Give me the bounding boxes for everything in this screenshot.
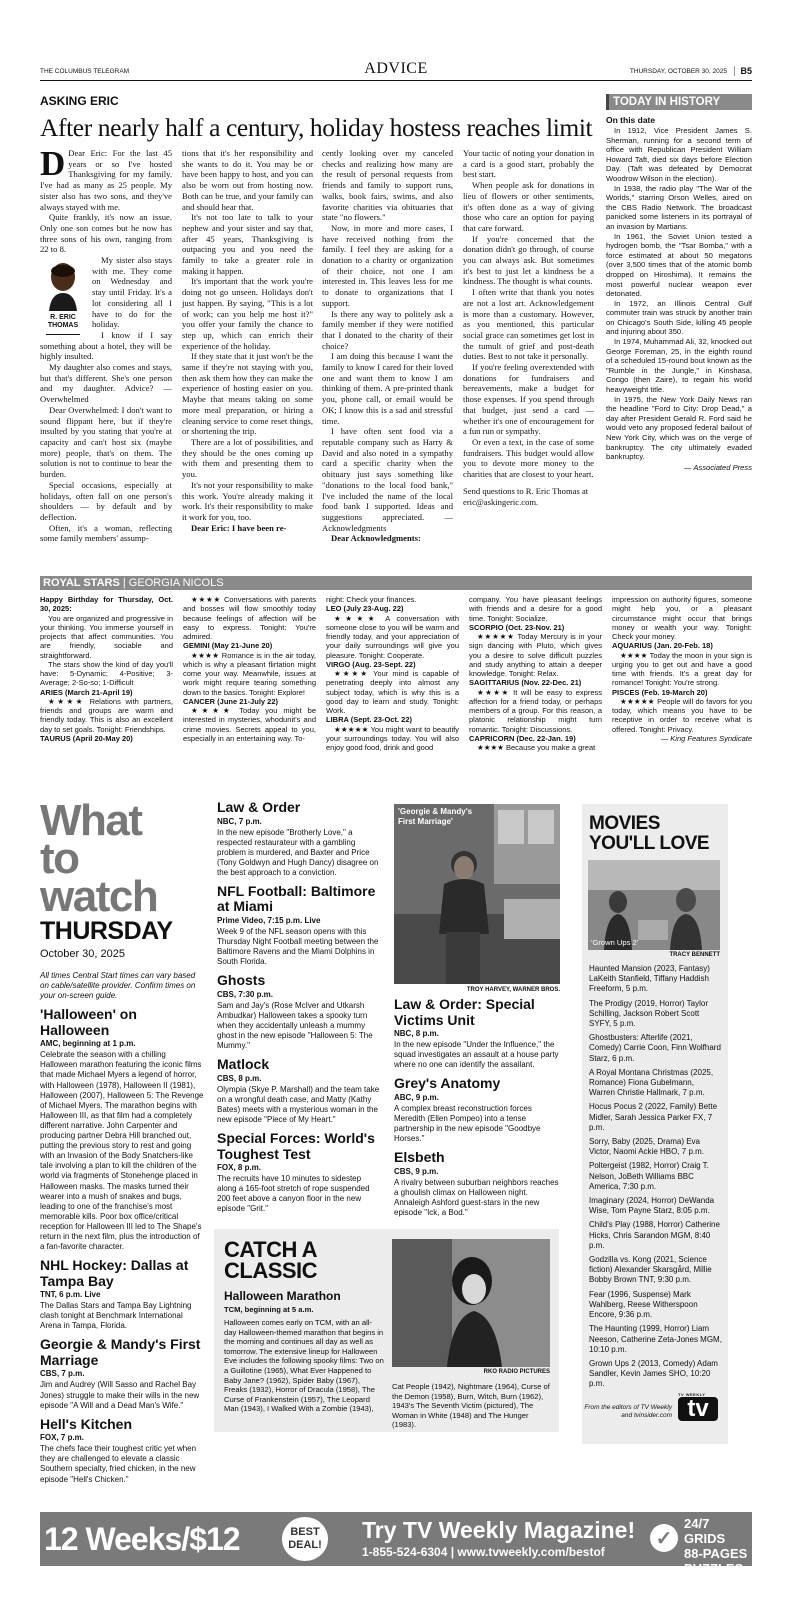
tv-listing [217,1131,381,1214]
author-name-last: THOMAS [46,322,80,335]
tv-weekly-logo-text: TV WEEKLY [678,1392,706,1397]
article-paragraph: When people ask for donations in lieu of flowers or other sentiments, it's often done as a way of giving those who care an option for paying that care forward. [463,180,594,233]
stars-banner [40,576,752,590]
article-paragraph: Special occasions, especially at holidays, often fall on one person's shoulders — by default and by deflection. [40,479,172,522]
movie-item: A Royal Montana Christmas (2025, Romance) Fiona Gubelmann, Warren Christie Hallmark, 7 p.m. [589,1067,714,1098]
history-item: In 1972, an Illinois Central Gulf commuter train was struck by another train on Chicago's South Side, killing 45 people and injuring about 350. [606,298,752,337]
article-paragraph: Your tactic of noting your donation in a card is a good start, probably the best start. [463,148,594,180]
listing-description: The recruits have 10 minutes to sidestep along a 165-foot stretch of rope suspended 200 feet above a canyon floor in the new episode "Grit." [217,1174,370,1214]
movie-item: The Prodigy (2019, Horror) Taylor Schilling, Jackson Robert Scott SYFY, 5 p.m. [589,998,709,1029]
listing-description: Sam and Jay's (Rose McIver and Utkarsh Ambudkar) Halloween takes a spooky turn when they accidentally unleash a mummy ghost in the new episode "Halloween 5: The Mummy." [217,1000,373,1051]
listing-title: Matlock [217,1056,270,1073]
tv-listing [217,973,381,1051]
page-number: B5 [734,66,752,76]
tv-listing [40,1417,204,1485]
article-paragraph: If you're concerned that the donation didn't go through, of course you can always ask. But sometimes it's best to just let a kindness be a kindness. The thought is what counts. [463,233,594,287]
tv-listing [40,1007,204,1252]
tv-listing [394,1076,560,1144]
listing-network: CBS, 7 p.m. [40,1369,85,1379]
classic-title-1: CATCH A [224,1237,318,1262]
article-paragraph: My sister also stays with me. They come on Wednesday and stay until Friday. It's a lot considering all I have to do for the holiday. [92,255,172,330]
today-in-history [606,94,752,472]
article-paragraph: Dear Eric: I have been re- [191,522,287,533]
movies-list [589,964,722,1394]
author-block [40,257,86,335]
history-credit: — Associated Press [683,462,752,472]
article-paragraph: I know if I say something about a hotel, they will be highly insulted. [40,329,172,362]
movies-photo-caption: 'Grown Ups 2' [591,938,639,947]
article-column-2 [182,148,313,533]
article-headline: After nearly half a century, holiday hostess reaches limit [40,113,593,142]
article-paragraph: It's important that the work you're doing not go unseen. Holidays don't just happen. By saying, "This is a lot of work; can you help me host it?" you offer your family the chance to step up, which can enrich their experience of the holiday. [182,276,313,351]
stars-column-3 [326,595,459,752]
classic-photo-scene [392,1239,550,1367]
wtw-title-2: to watch [40,834,158,921]
article-paragraph: If they state that it just won't be the same if they're not staying with you, then ask them how they can make the experience of hosting easier on you. Maybe that means taking on some more meal preparation, or hiring a cleaning service to come reset things, or shortening the trip. [182,351,313,437]
classic-photo-credit: RKO RADIO PICTURES [483,1369,550,1375]
section-title: ADVICE [364,60,428,77]
ad-features [684,1516,752,1576]
movies-title-1: MOVIES [589,813,660,834]
ad-feature: 88-PAGES [684,1546,748,1561]
stars-column-1 [40,595,173,743]
movie-item: Haunted Mansion (2023, Fantasy) LaKeith Stanfield, Tiffany Haddish Freeform, 5 p.m. [589,964,710,994]
ad-feature: 24/7 GRIDS [684,1516,726,1546]
listing-title: Ghosts [217,972,266,989]
listing-title: NHL Hockey: Dallas at Tampa Bay [40,1257,189,1289]
article-paragraph: I am doing this because I want the family to know I cared for their loved one and want them to know I am thinking of them. A pre-printed thank you, phone call, or email would be OK; I know this is a sad and stressful time. [322,351,453,426]
stars-divider: | [122,577,126,589]
ad-badge [282,1517,328,1561]
zodiac-sign-heading: CANCER (June 21-July 22) [183,696,279,706]
ad-cta: Try TV Weekly Magazine! [362,1517,636,1543]
horoscope-text: ★★★★ Today you might be interested in mysteries, whodunit's and crime movies. Secrets appeal to you, especially in an entertaining way. To- [183,706,316,743]
wtw-listings [40,1007,204,1484]
tv-listing [217,1057,381,1125]
movie-item: Fear (1996, Suspense) Mark Wahlberg, Reese Witherspoon Encore, 9:36 p.m. [589,1289,698,1320]
listing-description: A complex breast reconstruction forces Meredith (Ellen Pompeo) into a tense partnership in the new episode "Goodbye Horses." [394,1103,541,1144]
zodiac-sign-heading: VIRGO (Aug. 23-Sept. 22) [326,659,416,669]
history-subtitle: On this date [606,115,656,125]
zodiac-sign-heading: CAPRICORN (Dec. 22-Jan. 19) [469,733,576,743]
listing-network: NBC, 7 p.m. [217,816,262,826]
horoscope-text: impression on authority figures, someone might help you, or a pleasant circumstance might occur that brings money or wealth your way. Tonight: Check your money. [612,595,752,641]
zodiac-sign-heading: AQUARIUS (Jan. 20-Feb. 18) [612,641,713,651]
wtw-date: October 30, 2025 [40,948,126,960]
photo-scene [394,804,560,984]
listing-description: A rivalry between suburban neighbors reaches a ghoulish climax on Halloween night. Annaleigh Ashford guest-stars in the new episode "Ick, a Bod." [394,1177,559,1217]
classic-description: Halloween comes early on TCM, with an all-day Halloween-themed marathon that begins in the morning and continues all day as well as tomorrow. The extensive lineup for Halloween Eve includes the following spooky films: Two on a Guillotine (1965), What Ever Happened to Baby Jane? (1962), Spider Baby (1967), Freaks (1932), Horror of Dracula (1958), The Curse of Frankenstein (1957), The Leopard Man (1943), I Walked With a Zombie (1943), [224,1318,384,1414]
article-paragraph: It's not your responsibility to make this work. You're already making it work. It's their responsibility to make it work for you, too. [182,479,313,522]
classic-show: Halloween Marathon [224,1289,341,1303]
article-paragraph: Or even a text, in the case of some fundraisers. This budget would allow you to devote more money to the charities that are closest to your heart. [463,436,594,480]
classic-network: TCM, beginning at 5 a.m. [224,1305,314,1314]
movies-photo-scene [588,860,720,950]
stars-author: GEORGIA NICOLS [128,577,224,589]
author-photo [41,257,85,311]
horoscope-text: ★★★★ Today the moon in your sign is urging you to get out and have a good time with friends. It's a great day for romance! Tonight: You're strong. [612,650,752,688]
tv-listing [217,800,381,878]
article-paragraph: It's not too late to talk to your nephew and your sister and say that, after 45 years, Thanksgiving is outpacing you and you need the family to take a greater role in making it happen. [182,212,313,276]
zodiac-sign-heading: Happy Birthday for Thursday, Oct. 30, 2025: [40,595,173,614]
masthead-rule [40,80,752,81]
what-to-watch-column-2 [217,800,381,1215]
listing-description: In the new episode "Brotherly Love," a respected restaurateur with a gambling problem is murdered, and Baxter and Price (Tony Goldwyn and Hugh Dancy) disagree on the best approach to a conviction. [217,827,379,877]
history-item: In 1938, the radio play "The War of the Worlds," starring Orson Welles, aired on the CBS Radio Network. The broadcast panicked some listeners in its portrayal of an invasion by Martians. [606,183,752,231]
history-item: In 1961, the Soviet Union tested a hydrogen bomb, the "Tsar Bomba," with a force estimated at about 50 megatons (over 3,500 times that of the atomic bomb dropped on Hiroshima). It remains the most powerful nuclear weapon ever detonated. [606,231,752,299]
listing-description: In the new episode "Under the Influence," the squad investigates an assault at a house party where no one can identify the assailant. [394,1040,559,1070]
tv-weekly-logo [678,1392,718,1432]
zodiac-sign-heading: SAGITTARIUS (Nov. 22-Dec. 21) [469,678,582,688]
listing-title: Elsbeth [394,1149,445,1166]
stars-column-4 [469,595,602,752]
issue-date: THURSDAY, OCTOBER 30, 2025 [629,68,727,75]
photo-credit: TROY HARVEY, WARNER BROS. [466,987,560,993]
movie-item: Hocus Pocus 2 (2022, Family) Bette Midler, Sarah Jessica Parker FX, 7 p.m. [589,1102,718,1132]
listing-title: 'Halloween' on Halloween [40,1006,137,1038]
article-paragraph: Dear Overwhelmed: I don't want to sound flippant here, but if they're insulted by you stating that you're at capacity and can't host six (maybe more) people, that's on them. The solution is not to continue to bear the burden. [40,404,172,480]
tv-listing [40,1258,204,1331]
movie-item: Godzilla vs. Kong (2021, Science fiction) Alexander Skarsgård, Millie Bobby Brown TNT, 9:30 p.m. [589,1255,712,1285]
checkmark-icon: ✓ [650,1524,678,1552]
stars-column-2 [183,595,316,743]
stars-title: ROYAL STARS [43,577,120,589]
listing-network: FOX, 8 p.m. [217,1163,262,1173]
ad-contact[interactable]: 1-855-524-6304 | www.tvweekly.com/bestof [362,1545,605,1559]
listing-description: Celebrate the season with a chilling Halloween marathon featuring the iconic films that made Michael Myers a legend of horror, with Halloween (1978), Halloween II (1981), Halloween (2007), Halloween 5: The Revenge of Michael Myers. The marathon begins with Halloween III, as that film had a completely different narrative. John Carpenter and producing partner Debra Hill branched out, putting the previous story to rest and going with an Invasion of the Body Snatchers-like tale involving a plan to kill the children of the world via fragments of Stonehenge placed in Halloween masks. The masks turned their wearer into a mush of snakes and bugs, leading to one of the franchise's most memorable kills. Poor box office/critical reception for Halloween III led to The Shape's return in the next film, plus the introduction of a fan-favorite character. [40,1050,204,1252]
movies-photo-credit: TRACY BENNETT [669,952,720,958]
tv-listing [394,1150,560,1218]
horoscope-text: ★★★★★ People will do favors for you today, which means you have to be receptive in order to receive what is offered. Tonight: Privacy. [612,696,752,734]
article-paragraph: There are a lot of possibilities, and they should be the ones coming up with them and presenting them to you. [182,436,313,480]
article-column-3 [322,148,453,544]
article-paragraph: Is there any way to politely ask a family member if they were notified that I donated to the charity of their choice? [322,308,453,351]
article-paragraph: Often, it's a woman, reflecting some family members' assump- [40,522,172,544]
listing-title: Law & Order: Special Victims Unit [394,996,535,1028]
ad-feature: PUZZLES [684,1561,744,1576]
photo-georgie-mandy [394,804,560,984]
movie-item: Imaginary (2024, Horror) DeWanda Wise, Tom Payne Starz, 8:05 p.m. [589,1196,715,1216]
article-column-4 [463,148,594,507]
wtw-title-day: THURSDAY [40,917,173,945]
horoscope-text: company. You have pleasant feelings with friends and a desire for a good time. Tonight: Socialize. [469,595,602,623]
history-item: In 1975, the New York Daily News ran the headline "Ford to City: Drop Dead," a day after President Gerald R. Ford said he would veto any proposed federal bailout of New York City, which was on the verge of bankruptcy. The city ultimately evaded bankruptcy. [606,394,752,462]
tv-listing [40,1337,204,1410]
horoscope-text: ★★★★★ You might want to beautify your surroundings today. You will also enjoy good food, drink and good [326,724,459,752]
listing-title: Law & Order [217,799,301,815]
listing-network: CBS, 8 p.m. [217,1073,262,1083]
article-paragraph: My daughter also comes and stays, but that's different. She's one person and my daughter. Advice? — Overwhelmed [40,362,172,405]
listing-description: The chefs face their toughest critic yet when they are challenged to elevate a classic Southern specialty, fried chicken, in the new episode "Hell's Chicken." [40,1444,197,1484]
movies-from-editors: From the editors of TV Weekly and tvinsider.com [584,1404,672,1419]
horoscope-text: ★★★★ It will be easy to express affection for a friend today, or perhaps members of a group. For this reason, a platonic relationship might turn romantic. Tonight: Discussions. [469,687,602,734]
author-name-first: R. ERIC [50,313,76,321]
catch-a-classic [214,1229,559,1432]
stars-column-5 [612,595,752,743]
article-kicker: ASKING ERIC [40,94,119,108]
listing-title: Grey's Anatomy [394,1075,501,1092]
drop-cap: D [40,144,66,183]
movie-item: Ghostbusters: Afterlife (2021, Comedy) Carrie Coon, Finn Wolfhard Starz, 6 p.m. [589,1033,721,1063]
listing-title: Georgie & Mandy's First Marriage [40,1336,201,1368]
classic-title-2: CLASSIC [224,1258,318,1283]
article-paragraph: cently looking over my canceled checks and realizing how many are the result of personal requests from friends and family to support runs, walks, book fairs, swims, and also favorite charities via obituaries that state "no flowers." [322,148,453,223]
zodiac-sign-heading: PISCES (Feb. 19-March 20) [612,687,708,697]
wtw-note: All times Central Start times can vary based on cable/satellite provider. Confirm times on your on-screen guide. [40,971,196,1001]
movies-title-2: YOU'LL LOVE [589,833,710,854]
movies-youll-love [582,804,728,1444]
what-to-watch-column-1 [40,796,204,1485]
ad-badge-line-1: BEST [290,1526,320,1538]
history-list [606,126,752,472]
article-paragraph: Dear Acknowledgments: [331,533,421,544]
listing-description: Olympia (Skye P. Marshall) and the team take on a wrongful death case, and Matty (Kathy Bates) meets with a mysterious woman in the new episode "Piece of My Heart." [217,1084,380,1125]
listing-description: Jim and Audrey (Will Sasso and Rachel Bay Jones) struggle to make their wills in the new episode "A Will and a Dead Man's Wife." [40,1380,200,1410]
listing-network: CBS, 9 p.m. [394,1166,439,1176]
horoscope-text: ★★★★ Conversations with parents and bosses will flow smoothly today because feelings of affection will be easy to express. Tonight: You're admired. [183,595,316,641]
horoscope-text: ★★★★ Your mind is capable of penetrating deeply into almost any subject today, which is why this is a good day to learn and study. Tonight: Work. [326,669,459,715]
horoscope-text: ★★★★ Relations with partners, friends and groups are warm and friendly today. This is also an excellent day to set goals. Tonight: Friendships. [40,696,173,734]
horoscope-text: ★★★★★ Today Mercury is in your sign dancing with Pluto, which gives you a desire to solve difficult puzzles and study anything to attain a deeper knowledge. Tonight: Relax. [469,632,602,678]
horoscope-text: night: Check your finances. [326,595,417,604]
listing-title: Hell's Kitchen [40,1415,133,1432]
article-paragraph: Now, in more and more cases, I have received nothing from the family. I feel they are asking for a donation to a charity or organization of their choice, not one I am interested in. This leaves less for me to donate to organizations that I support. [322,222,453,308]
article-paragraph: Quite frankly, it's now an issue. Only one son comes but he now has three sons of his own, ranging from 22 to 8. [40,212,172,255]
horoscope-text: You are organized and progressive in your thinking. You immerse yourself in projects that affect communities. You are friendly, sociable and straightforward. [40,613,173,660]
zodiac-sign-heading: SCORPIO (Oct. 23-Nov. 21) [469,622,565,632]
listing-network: Prime Video, 7:15 p.m. Live [217,915,321,925]
listing-network: AMC, beginning at 1 p.m. [40,1039,136,1049]
horoscope-text: ★★★★ Romance is in the air today, which is why a pleasant flirtation might come your way. Meanwhile, issues at work might require tearing something down to the basics. Tonight: Explore! [183,650,316,697]
article-paragraph: If you're feeling overextended with donations for fundraisers and bereavements, make a budget for those expenses. If you spend through that budget, just send a card — whether it's one of encouragement for a fun run or sympathy. [463,362,594,437]
zodiac-sign-heading: LIBRA (Sept. 23-Oct. 22) [326,715,412,725]
movies-photo [588,860,720,950]
article-contact: Send questions to R. Eric Thomas at eric@askingeric.com. [463,485,589,507]
classic-photo [392,1239,550,1367]
zodiac-sign-heading: LEO (July 23-Aug. 22) [326,604,404,614]
history-item: In 1912, Vice President James S. Sherman, running for a second term of office with Republican President William Howard Taft, died six days before Election Day. (Taft was defeated by Democrat Woodrow Wilson in the election). [606,126,752,183]
movie-item: Sorry, Baby (2025, Drama) Eva Victor, Naomi Ackie HBO, 7 p.m. [589,1137,705,1157]
listing-network: NBC, 8 p.m. [394,1029,439,1038]
history-item: In 1974, Muhammad Ali, 32, knocked out George Foreman, 25, in the eighth round of a scheduled 15-round bout known as the "Rumble in the Jungle," in Kinshasa, Congo (then Zaire), to regain his world heavyweight title. [606,337,752,395]
ad-badge-line-2: DEAL! [288,1539,322,1551]
ad-offer: 12 Weeks/$12 [44,1521,240,1557]
listing-description: Week 9 of the NFL season opens with this Thursday Night Football meeting between the Baltimore Ravens and the Miami Dolphins in South Florida. [217,926,379,967]
what-to-watch-column-3 [394,997,560,1218]
listing-network: ABC, 9 p.m. [394,1092,439,1102]
article-column-1 [40,144,172,544]
listing-network: FOX, 7 p.m. [40,1433,85,1443]
movie-item: Child's Play (1988, Horror) Catherine Hicks, Chris Sarandon MGM, 8:40 p.m. [589,1220,720,1250]
horoscope-text: ★★★★ A conversation with someone close to you will be warm and friendly today, and your appreciation of your daily surroundings will give you pleasure. Tonight: Cooperate. [326,613,459,660]
article-paragraph: I often write that thank you notes are not a lost art. Acknowledgement is more than a customary. However, as you mentioned, this particular social grace can sometimes get lost in the tumult of grief and post-death duties. Best to not take it personally. [463,287,594,362]
tv-listing [217,884,381,967]
listing-description: The Dallas Stars and Tampa Bay Lightning clash tonight at Benchmark International Arena in Tampa, Florida. [40,1301,192,1331]
movie-item: The Haunting (1999, Horror) Liam Neeson, Catherine Zeta-Jones MGM, 10:10 p.m. [589,1324,722,1354]
tv-weekly-ad[interactable] [40,1512,752,1576]
listing-title: Special Forces: World's Toughest Test [217,1130,375,1162]
classic-description-2: Cat People (1942), Nightmare (1964), Curse of the Demon (1958), Burn, Witch, Burn (1962), 1943's The Seventh Victim (pictured), The Woman in White (1948) and The Hunger (1983). [392,1382,550,1430]
zodiac-sign-heading: TAURUS (April 20-May 20) [40,733,133,743]
zodiac-sign-heading: ARIES (March 21-April 19) [40,687,133,697]
stars-credit: — King Features Syndicate [660,733,752,743]
movie-item: Grown Ups 2 (2013, Comedy) Adam Sandler, Kevin James SHO, 10:20 p.m. [589,1358,718,1389]
zodiac-sign-heading: GEMINI (May 21-June 20) [183,641,273,651]
listing-network: TNT, 6 p.m. Live [40,1290,101,1300]
paper-name: THE COLUMBUS TELEGRAM [40,68,130,75]
article-paragraph: I have often sent food via a reputable company such as Harry & David and also noted in a sympathy card a specific charity when the obituary just says something like "donations to the local food bank," I've included the name of the local food bank I supported. Ideas and suggestions appreciated. — Acknowledgments [322,426,453,533]
history-title: TODAY IN HISTORY [606,94,752,110]
article-paragraph: tions that it's her responsibility and she wants to do it. You may be or have been happy to host, and you can also be worn out from hosting now. Both can be true, and your family can and should hear that. [182,148,313,212]
listing-network: CBS, 7:30 p.m. [217,989,274,999]
photo-caption: 'Georgie & Mandy's First Marriage' [398,807,473,826]
tv-listing [394,997,560,1070]
article-paragraph: Dear Eric: For the last 45 years or so I've hosted Thanksgiving for my family. I've had as many as 25 people. My sister also has two sons, and they've always stayed with me. [40,148,172,212]
movie-item: Poltergeist (1982, Horror) Craig T. Nelson, JoBeth Williams BBC America, 7:30 p.m. [589,1161,709,1191]
listing-title: NFL Football: Baltimore at Miami [217,882,376,915]
tv-logo-mark: tv [678,1397,718,1421]
horoscope-text: ★★★★ Because you make a great [477,743,596,752]
wtw-title-1: What [40,796,142,845]
horoscope-text: The stars show the kind of day you'll have: 5-Dynamic; 4-Positive; 3-Average; 2-So-so; 1-Difficult [40,659,173,688]
